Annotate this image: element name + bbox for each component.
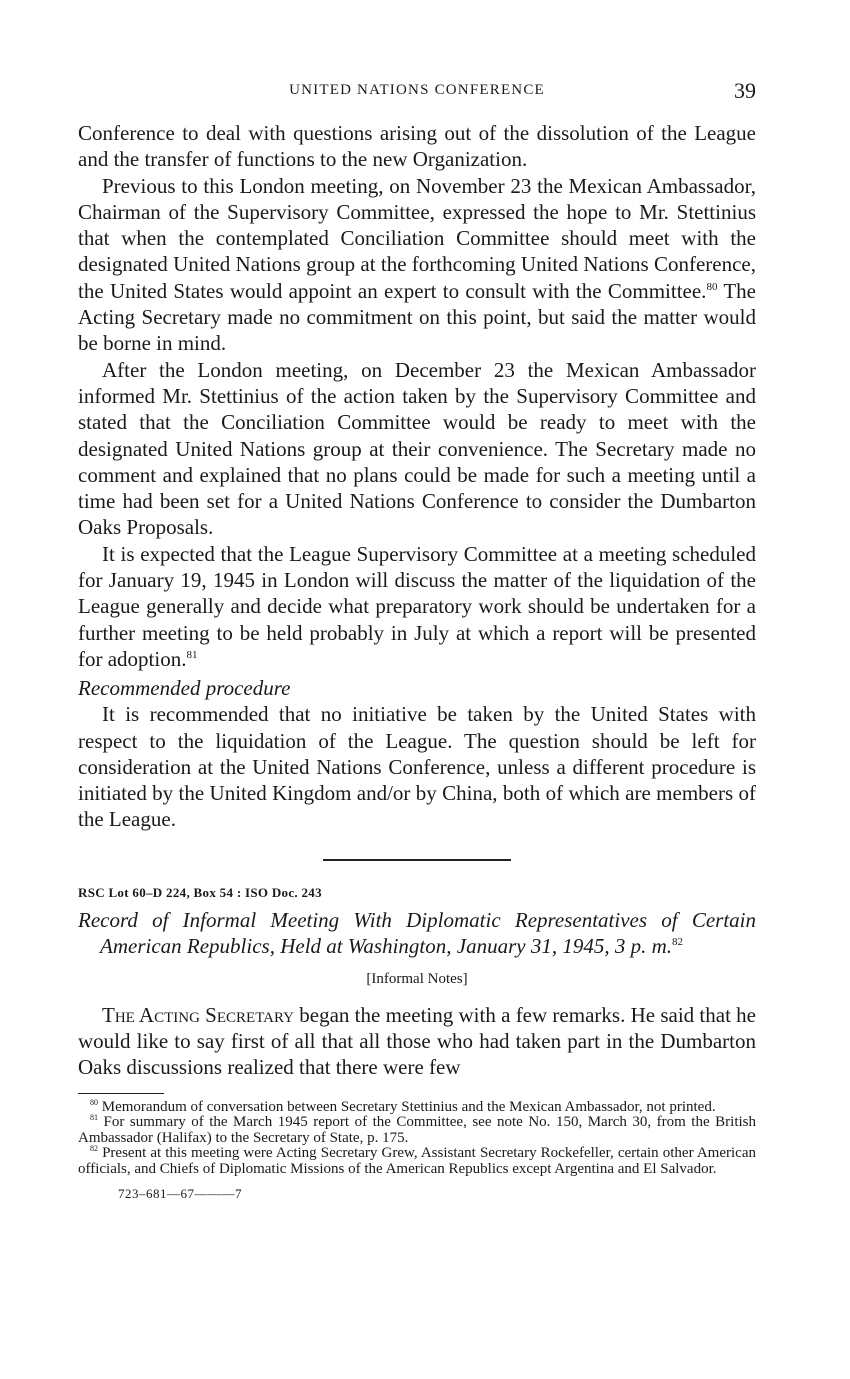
- paragraph-text: The Acting Secretary made no commitment on this point, but said the matter would be borne in mind.: [78, 278, 756, 356]
- paragraph-text: It is expected that the League Supervisory Committee at a meeting scheduled for January 19, 1945 in London will discuss the matter of the liquidation of the League generally and decide what preparatory work should be undertaken for a further meeting to be held probably in July at which a report will be presented for adoption.: [78, 541, 756, 671]
- footnote-number: 80: [90, 1097, 98, 1107]
- footnote-text: Memorandum of conversation between Secretary Stettinius and the Mexican Ambassador, not printed.: [98, 1098, 716, 1115]
- footnote-82: [78, 1146, 756, 1177]
- footnote-number: 82: [90, 1144, 98, 1154]
- paragraph-text: began the meeting with a few remarks. He said that he would like to say first of all that all those who had taken part in the Dumbarton Oaks discussions realized that there were few: [78, 1002, 756, 1080]
- footnote-divider: [78, 1093, 164, 1094]
- speaker-name: The Acting Secretary: [102, 1002, 295, 1027]
- page-number: 39: [734, 78, 756, 103]
- footnote-text: For summary of the March 1945 report of the Committee, see note No. 150, March 30, from the British Ambassador (Halifax) to the Secretary of State, p. 175.: [78, 1114, 756, 1146]
- paragraph-continuation: Conference to deal with questions arising out of the dissolution of the League and the transfer of functions to the new Organization.: [78, 121, 756, 172]
- section-heading: Recommended procedure: [78, 676, 291, 701]
- source-reference: RSC Lot 60–D 224, Box 54 : ISO Doc. 243: [78, 884, 322, 900]
- footnote-number: 81: [90, 1113, 98, 1123]
- lead-section: [78, 1002, 756, 1081]
- paragraph-recommendation: It is recommended that no initiative be taken by the United States with respect to the liquidation of the League. The question should be left for consideration at the United Nations Conference, unless a different procedure is initiated by the United Kingdom and/or by China, both of which are members of the League.: [78, 702, 756, 832]
- paragraph-lead: [78, 1002, 756, 1081]
- section-divider: [323, 859, 511, 861]
- paragraph-december-meeting: After the London meeting, on December 23 the Mexican Ambassador informed Mr. Stettinius of the action taken by the Supervisory Committee and stated that the Conciliation Committee would be ready to meet with the designated United Nations group at their convenience. The Secretary made no comment and explained that no plans could be made for such a meeting until a time had been set for a United Nations Conference to consider the Dumbarton Oaks Proposals.: [78, 357, 756, 540]
- footnotes: [78, 1097, 756, 1178]
- print-code: 723–681—67———7: [118, 1185, 242, 1201]
- document-title: [78, 907, 756, 959]
- page-body: [78, 120, 756, 1202]
- paragraph-text: Previous to this London meeting, on November 23 the Mexican Ambassador, Chairman of the Supervisory Committee, expressed the hope to Mr. Stettinius that when the contemplated Conciliation Committee should meet with the designated United Nations group at the forthcoming United Nations Conference, the United States would appoint an expert to consult with the Committee.: [78, 173, 756, 303]
- footnote-text: Present at this meeting were Acting Secretary Grew, Assistant Secretary Rockefeller, certain other American officials, and Chiefs of Diplomatic Missions of the American Republics except Argentina and El Salvador.: [78, 1145, 756, 1177]
- footnote-81: [78, 1115, 756, 1146]
- footnote-ref-82: 82: [672, 935, 683, 948]
- document-title-text: Record of Informal Meeting With Diplomatic Representatives of Certain American Republics, Held at Washington, January 31, 1945, 3 p. m.: [78, 907, 756, 958]
- paragraph-january-meeting: [78, 541, 756, 672]
- footnote-ref-81: 81: [186, 648, 198, 661]
- footnote-80: [78, 1097, 756, 1116]
- footnote-ref-80: 80: [706, 280, 718, 293]
- running-head: [78, 78, 756, 104]
- informal-notes-label: [Informal Notes]: [366, 970, 468, 987]
- paragraph-november-meeting: [78, 173, 756, 357]
- running-title: UNITED NATIONS CONFERENCE: [289, 82, 545, 98]
